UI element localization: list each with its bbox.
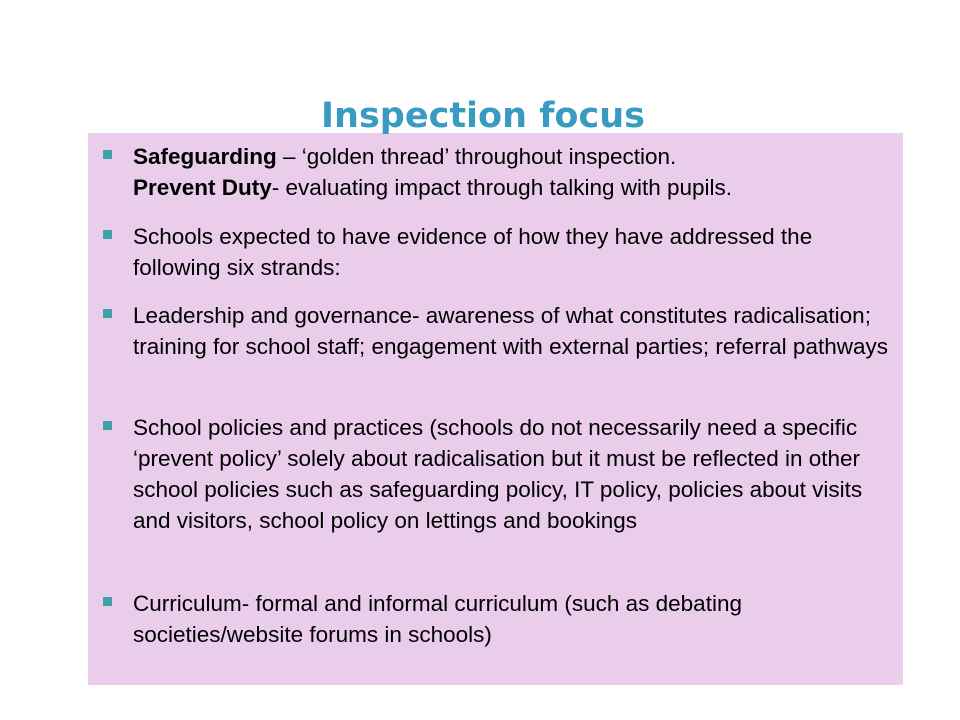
bullet-text-curriculum: Curriculum- formal and informal curriculum (such as debating societies/website forums in schools)	[133, 591, 742, 647]
bullet-lead-prevent-duty: Prevent Duty	[133, 175, 272, 200]
square-bullet-icon	[103, 421, 112, 430]
bullet-lead-safeguarding: Safeguarding	[133, 144, 277, 169]
content-panel	[88, 133, 903, 685]
square-bullet-icon	[103, 597, 112, 606]
bullet-text-safeguarding: – ‘golden thread’ throughout inspection.	[276, 144, 677, 169]
square-bullet-icon	[103, 150, 112, 159]
bullet-text-leadership: Leadership and governance- awareness of what constitutes radicalisation; training for school staff; engagement with external parties; referral pathways	[133, 303, 888, 359]
bullet-text-prevent-duty: - evaluating impact through talking with pupils.	[271, 175, 733, 200]
square-bullet-icon	[103, 309, 112, 318]
square-bullet-icon	[103, 230, 112, 239]
bullet-text-policies: School policies and practices (schools do not necessarily need a specific ‘prevent policy’ solely about radicalisation but it must be reflected in other school policies such as safeguarding policy, IT policy, policies about visits and visitors, school policy on lettings and bookings	[133, 415, 863, 533]
bullet-text	[133, 141, 903, 203]
slide-title: Inspection focus	[321, 96, 645, 136]
bullet-text-evidence: Schools expected to have evidence of how they have addressed the following six strands:	[133, 224, 813, 280]
